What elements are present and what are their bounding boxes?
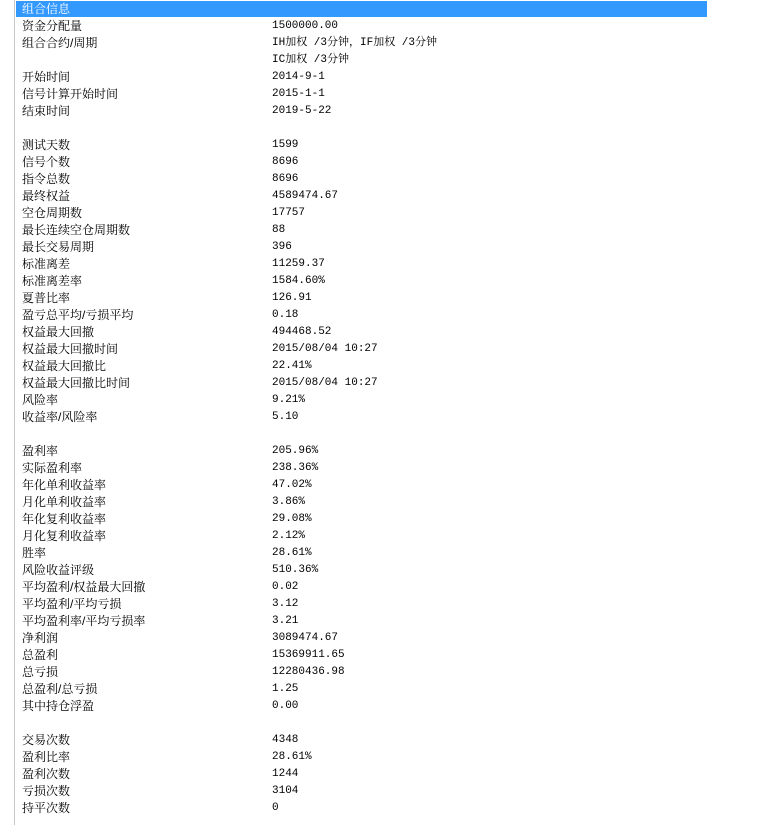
stat-label: 年化单利收益率 [22, 478, 107, 492]
stat-value: 0.00 [272, 700, 299, 712]
stat-value: 3.21 [272, 615, 299, 627]
stat-label: 开始时间 [22, 70, 71, 84]
stat-value: 2.12% [272, 530, 306, 542]
stat-label: 信号个数 [22, 155, 71, 169]
stat-value: 29.08% [272, 513, 312, 525]
stat-label: 空仓周期数 [22, 206, 83, 220]
stat-value: 2015/08/04 10:27 [272, 343, 378, 355]
stat-row [22, 749, 722, 766]
stat-label: 标准离差率 [22, 274, 83, 288]
stat-value: 15369911.65 [272, 649, 345, 661]
stat-row [22, 800, 722, 817]
stat-value: 3.12 [272, 598, 299, 610]
stat-row [22, 358, 722, 375]
row-spacer [22, 715, 722, 732]
stat-label: 权益最大回撤比时间 [22, 376, 131, 390]
stat-row [22, 188, 722, 205]
stat-label: 其中持仓浮盈 [22, 699, 95, 713]
stat-value: 28.61% [272, 547, 312, 559]
stat-label: 最终权益 [22, 189, 71, 203]
stat-value: 5.10 [272, 411, 299, 423]
stat-value: 0.18 [272, 309, 299, 321]
stat-row [22, 783, 722, 800]
stat-value: 12280436.98 [272, 666, 345, 678]
stat-value: 238.36% [272, 462, 319, 474]
stats-list [22, 18, 722, 817]
stat-label: 风险率 [22, 393, 59, 407]
stat-value: 2019-5-22 [272, 105, 332, 117]
stat-value: 11259.37 [272, 258, 325, 270]
stat-value: 2015/08/04 10:27 [272, 377, 378, 389]
stat-row [22, 290, 722, 307]
stat-value: 1.25 [272, 683, 299, 695]
stat-value: 205.96% [272, 445, 319, 457]
section-header-portfolio-info[interactable]: 组合信息 [16, 1, 707, 17]
stat-value: 47.02% [272, 479, 312, 491]
stat-value: 3104 [272, 785, 299, 797]
stat-row [22, 18, 722, 35]
stat-row [22, 154, 722, 171]
stat-row [22, 35, 722, 52]
stat-row [22, 443, 722, 460]
stat-row [22, 596, 722, 613]
stat-row [22, 681, 722, 698]
stat-row [22, 375, 722, 392]
stat-row [22, 613, 722, 630]
stat-row [22, 647, 722, 664]
stat-label: 风险收益评级 [22, 563, 95, 577]
stat-label: 亏损次数 [22, 784, 71, 798]
stat-value: 510.36% [272, 564, 319, 576]
stat-row [22, 341, 722, 358]
stat-label: 平均盈利/权益最大回撤 [22, 580, 146, 594]
stat-label: 盈利次数 [22, 767, 71, 781]
stat-row [22, 103, 722, 120]
stat-row [22, 256, 722, 273]
stat-row [22, 409, 722, 426]
stat-row [22, 324, 722, 341]
stat-label: 平均盈利率/平均亏损率 [22, 614, 146, 628]
stat-label: 夏普比率 [22, 291, 71, 305]
stat-value: 1584.60% [272, 275, 325, 287]
stat-label: 权益最大回撤时间 [22, 342, 119, 356]
stat-row [22, 579, 722, 596]
stat-row [22, 494, 722, 511]
stat-label: 总盈利 [22, 648, 59, 662]
stat-row [22, 239, 722, 256]
stat-label: 月化复利收益率 [22, 529, 107, 543]
stat-value: 1599 [272, 139, 299, 151]
stat-label: 月化单利收益率 [22, 495, 107, 509]
stat-label: 净利润 [22, 631, 59, 645]
stat-value: 396 [272, 241, 292, 253]
stat-row [22, 698, 722, 715]
stat-row [22, 460, 722, 477]
stat-value: 8696 [272, 173, 299, 185]
stat-label: 实际盈利率 [22, 461, 83, 475]
stat-label: 指令总数 [22, 172, 71, 186]
stat-value: 17757 [272, 207, 306, 219]
stat-label: 权益最大回撤比 [22, 359, 107, 373]
stat-value: 3089474.67 [272, 632, 339, 644]
stat-value: 88 [272, 224, 286, 236]
stat-value: 9.21% [272, 394, 306, 406]
stat-label: 盈利率 [22, 444, 59, 458]
stat-label: 盈亏总平均/亏损平均 [22, 308, 134, 322]
stat-row [22, 630, 722, 647]
stat-label: 标准离差 [22, 257, 71, 271]
stat-label: 收益率/风险率 [22, 410, 98, 424]
stat-label: 最长连续空仓周期数 [22, 223, 131, 237]
row-spacer [22, 426, 722, 443]
stat-value: 0 [272, 802, 279, 814]
stat-label: 交易次数 [22, 733, 71, 747]
stat-value: 2015-1-1 [272, 88, 325, 100]
stat-row [22, 205, 722, 222]
stat-label: 组合合约/周期 [22, 36, 98, 50]
stat-row [22, 137, 722, 154]
stat-value: 2014-9-1 [272, 71, 325, 83]
stat-label: 资金分配量 [22, 19, 83, 33]
stat-value: IC加权 /3分钟 [272, 54, 350, 66]
stat-value: 1244 [272, 768, 299, 780]
stat-row [22, 273, 722, 290]
stat-label: 最长交易周期 [22, 240, 95, 254]
stat-value: 3.86% [272, 496, 306, 508]
stat-label: 年化复利收益率 [22, 512, 107, 526]
stat-value: 126.91 [272, 292, 312, 304]
stat-row [22, 732, 722, 749]
stat-value: 4589474.67 [272, 190, 339, 202]
stat-value: 0.02 [272, 581, 299, 593]
stat-label: 结束时间 [22, 104, 71, 118]
stat-row [22, 477, 722, 494]
stat-label: 权益最大回撤 [22, 325, 95, 339]
stat-value: 494468.52 [272, 326, 332, 338]
stat-label: 信号计算开始时间 [22, 87, 119, 101]
stat-row [22, 664, 722, 681]
stat-label: 测试天数 [22, 138, 71, 152]
stat-row [22, 545, 722, 562]
stat-value: IH加权 /3分钟，IF加权 /3分钟 [272, 37, 438, 49]
stat-row [22, 528, 722, 545]
stat-label: 胜率 [22, 546, 47, 560]
stat-value: 1500000.00 [272, 20, 339, 32]
stat-value: 4348 [272, 734, 299, 746]
stat-row [22, 171, 722, 188]
stat-row [22, 69, 722, 86]
stat-value: 28.61% [272, 751, 312, 763]
stat-row [22, 222, 722, 239]
stat-label: 盈利比率 [22, 750, 71, 764]
stat-row [22, 307, 722, 324]
stat-label: 持平次数 [22, 801, 71, 815]
stat-row [22, 86, 722, 103]
stat-value: 8696 [272, 156, 299, 168]
stat-row [22, 766, 722, 783]
stat-label: 总盈利/总亏损 [22, 682, 98, 696]
stat-label: 总亏损 [22, 665, 59, 679]
stat-row [22, 392, 722, 409]
stat-row [22, 52, 722, 69]
stat-label: 平均盈利/平均亏损 [22, 597, 122, 611]
row-spacer [22, 120, 722, 137]
stat-value: 22.41% [272, 360, 312, 372]
stat-row [22, 562, 722, 579]
stat-row [22, 511, 722, 528]
